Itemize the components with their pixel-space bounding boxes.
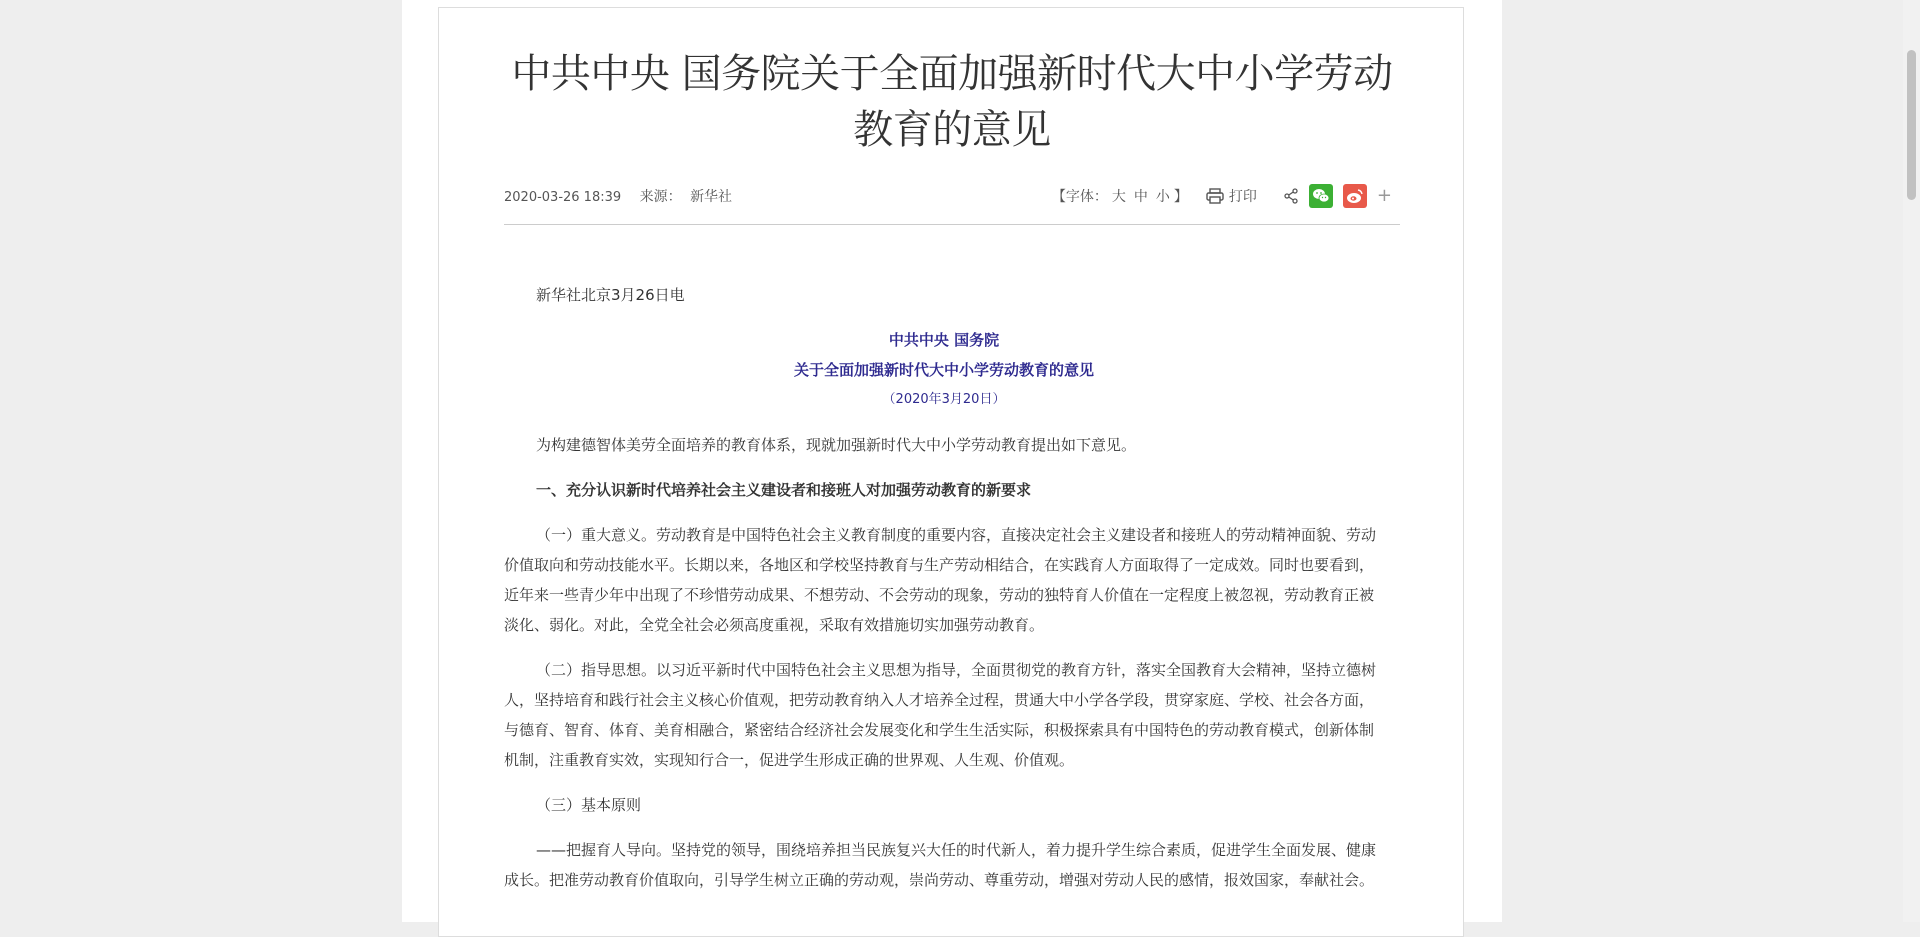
weibo-icon[interactable] <box>1343 184 1367 208</box>
font-size-close: 】 <box>1173 189 1188 205</box>
paragraph: （三）基本原则 <box>536 796 642 814</box>
paragraph: （一）重大意义。劳动教育是中国特色社会主义教育制度的重要内容，直接决定社会主义建设者和接班人的劳动精神面貌、劳动价值取向和劳动技能水平。长期以来，各地区和学校坚持教育与生产劳动相结合，在实践育人方面取得了一定成效。同时也要看到，近年来一些青少年中出现了不珍惜劳动成果、不想劳动、不会劳动的现象，劳动的独特育人价值在一定程度上被忽视，劳动教育正被淡化、弱化。对此，全党全社会必须高度重视，采取有效措施切实加强劳动教育。 <box>504 526 1377 634</box>
doc-title: 关于全面加强新时代大中小学劳动教育的意见 <box>793 361 1094 379</box>
font-size-large[interactable]: 大 <box>1111 189 1126 205</box>
plus-icon[interactable]: + <box>1376 185 1392 206</box>
meta-info <box>504 186 746 206</box>
dateline: 新华社北京3月26日电 <box>536 286 685 304</box>
article-tools <box>1052 182 1392 210</box>
doc-issuer: 中共中央 国务院 <box>888 331 1000 349</box>
share-icon[interactable] <box>1283 188 1299 204</box>
source-label: 来源： <box>639 189 682 205</box>
doc-date: （2020年3月20日） <box>882 392 1006 407</box>
publish-date: 2020-03-26 18:39 <box>504 190 622 205</box>
paragraph: （二）指导思想。以习近平新时代中国特色社会主义思想为指导，全面贯彻党的教育方针，落实全国教育大会精神，坚持立德树人，坚持培育和践行社会主义核心价值观，把劳动教育纳入人才培养全过程，贯通大中小学各学段，贯穿家庭、学校、社会各方面，与德育、智育、体育、美育相融合，紧密结合经济社会发展变化和学生生活实际，积极探索具有中国特色的劳动教育模式，创新体制机制，注重教育实效，实现知行合一，促进学生形成正确的世界观、人生观、价值观。 <box>504 661 1377 769</box>
printer-icon <box>1206 188 1224 204</box>
font-size-control <box>1052 186 1188 206</box>
font-size-medium[interactable]: 中 <box>1133 189 1148 205</box>
print-label: 打印 <box>1228 189 1257 205</box>
scrollbar-thumb[interactable] <box>1907 50 1916 200</box>
intro-paragraph: 为构建德智体美劳全面培养的教育体系，现就加强新时代大中小学劳动教育提出如下意见。 <box>536 436 1137 454</box>
font-size-label: 【字体： <box>1051 189 1108 205</box>
scrollbar[interactable] <box>1903 0 1920 922</box>
section-heading: 一、充分认识新时代培养社会主义建设者和接班人对加强劳动教育的新要求 <box>536 481 1032 499</box>
font-size-small[interactable]: 小 <box>1155 189 1170 205</box>
wechat-icon[interactable] <box>1309 184 1333 208</box>
article-title: 中共中央 国务院关于全面加强新时代大中小学劳动教育的意见 <box>511 51 1393 153</box>
article-body <box>504 280 1384 910</box>
article-meta-bar <box>504 182 1400 225</box>
source-name: 新华社 <box>690 189 733 205</box>
paragraph: ——把握育人导向。坚持党的领导，围绕培养担当民族复兴大任的时代新人，着力提升学生综合素质，促进学生全面发展、健康成长。把准劳动教育价值取向，引导学生树立正确的劳动观，崇尚劳动、尊重劳动，增强对劳动人民的感情，报效国家，奉献社会。 <box>504 841 1377 889</box>
print-button[interactable] <box>1206 186 1257 206</box>
